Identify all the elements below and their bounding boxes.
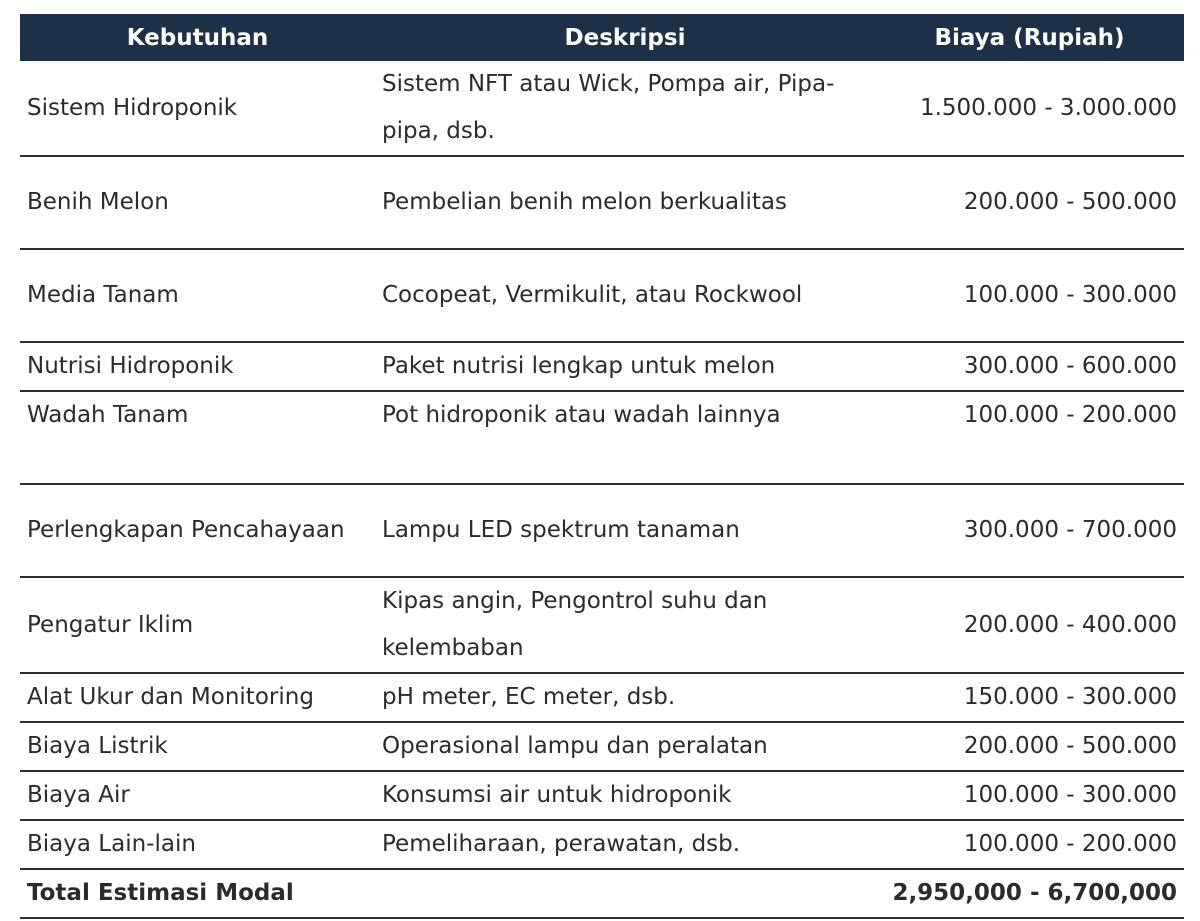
cell-cost: 200.000 - 500.000 [875, 156, 1184, 249]
table-row [20, 771, 1184, 820]
cost-table [20, 14, 1184, 919]
cell-need: Media Tanam [20, 249, 375, 342]
cell-cost: 150.000 - 300.000 [875, 673, 1184, 722]
cell-need: Wadah Tanam [20, 391, 375, 484]
cell-desc: Kipas angin, Pengontrol suhu dan kelembaban [375, 577, 875, 673]
cell-desc: Operasional lampu dan peralatan [375, 722, 875, 771]
cell-need: Alat Ukur dan Monitoring [20, 673, 375, 722]
table-row [20, 249, 1184, 342]
cell-desc: Lampu LED spektrum tanaman [375, 484, 875, 577]
table-row [20, 156, 1184, 249]
header-need: Kebutuhan [20, 14, 375, 61]
cell-need: Perlengkapan Pencahayaan [20, 484, 375, 577]
cell-cost: 300.000 - 700.000 [875, 484, 1184, 577]
cell-cost: 1.500.000 - 3.000.000 [875, 61, 1184, 156]
total-cost: 2,950,000 - 6,700,000 [875, 869, 1184, 918]
table-row [20, 820, 1184, 869]
cell-desc: Pemeliharaan, perawatan, dsb. [375, 820, 875, 869]
table-header-row [20, 14, 1184, 61]
cell-desc: Sistem NFT atau Wick, Pompa air, Pipa-pipa, dsb. [375, 61, 875, 156]
cell-cost: 100.000 - 200.000 [875, 391, 1184, 484]
header-desc: Deskripsi [375, 14, 875, 61]
total-desc [375, 869, 875, 918]
cell-desc: Paket nutrisi lengkap untuk melon [375, 342, 875, 391]
cell-cost: 200.000 - 400.000 [875, 577, 1184, 673]
table-row [20, 342, 1184, 391]
table-row [20, 391, 1184, 484]
cell-cost: 100.000 - 200.000 [875, 820, 1184, 869]
cell-desc: Pembelian benih melon berkualitas [375, 156, 875, 249]
table-row [20, 577, 1184, 673]
cell-need: Biaya Air [20, 771, 375, 820]
total-row [20, 869, 1184, 918]
cell-desc: pH meter, EC meter, dsb. [375, 673, 875, 722]
cell-cost: 100.000 - 300.000 [875, 771, 1184, 820]
table-row [20, 673, 1184, 722]
cell-need: Nutrisi Hidroponik [20, 342, 375, 391]
header-cost: Biaya (Rupiah) [875, 14, 1184, 61]
table-row [20, 484, 1184, 577]
cell-need: Benih Melon [20, 156, 375, 249]
cell-need: Sistem Hidroponik [20, 61, 375, 156]
cell-cost: 200.000 - 500.000 [875, 722, 1184, 771]
cell-cost: 300.000 - 600.000 [875, 342, 1184, 391]
table-row [20, 722, 1184, 771]
cell-cost: 100.000 - 300.000 [875, 249, 1184, 342]
table-row [20, 61, 1184, 156]
total-label: Total Estimasi Modal [20, 869, 375, 918]
cell-desc: Konsumsi air untuk hidroponik [375, 771, 875, 820]
cell-desc: Pot hidroponik atau wadah lainnya [375, 391, 875, 484]
cell-need: Biaya Listrik [20, 722, 375, 771]
cell-need: Biaya Lain-lain [20, 820, 375, 869]
cell-need: Pengatur Iklim [20, 577, 375, 673]
cell-desc: Cocopeat, Vermikulit, atau Rockwool [375, 249, 875, 342]
